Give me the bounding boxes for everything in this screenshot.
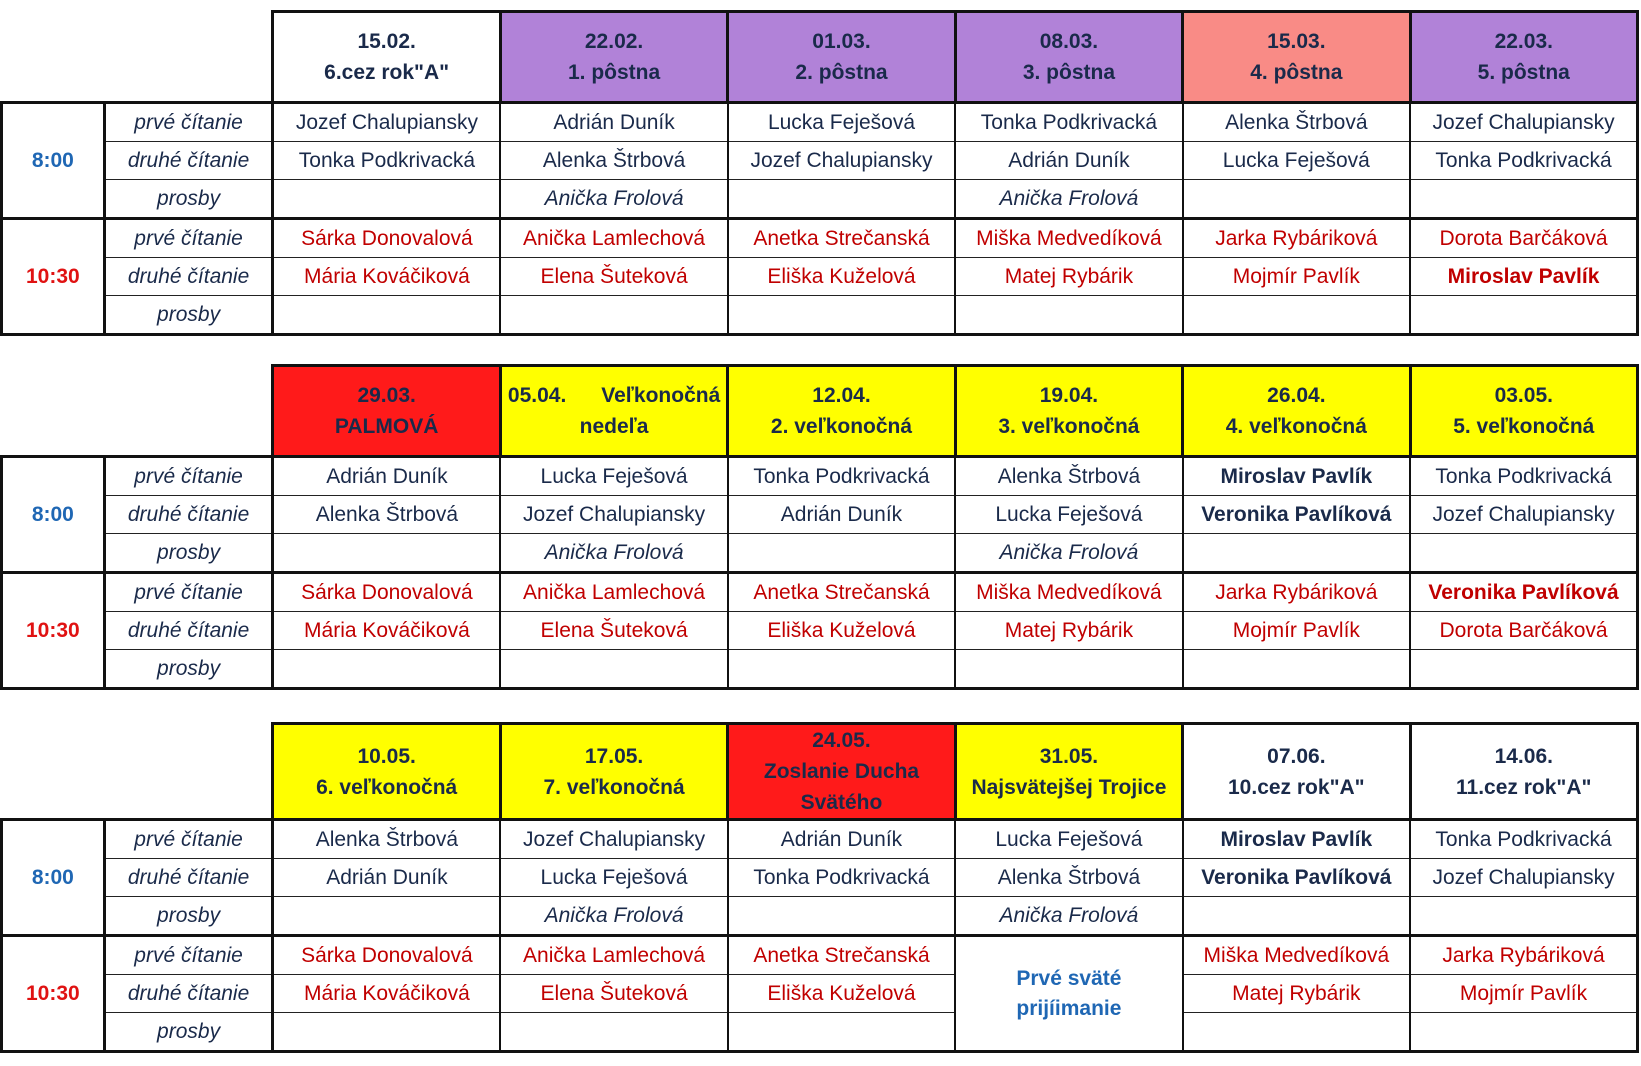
reader-cell: Alenka Štrbová: [273, 496, 500, 534]
reader-cell: Alenka Štrbová: [273, 820, 500, 859]
date-header: [728, 12, 955, 103]
row-label: prosby: [104, 650, 273, 689]
reader-cell: [500, 1013, 727, 1052]
reader-cell: [1183, 534, 1410, 573]
table-row: [2, 859, 1638, 897]
header-date: 29.03.: [357, 384, 416, 407]
header-date: 14.06.: [1494, 744, 1553, 768]
row-label: prosby: [104, 180, 273, 219]
schedule-table: [0, 364, 1639, 690]
reader-cell: Adrián Duník: [500, 103, 727, 142]
reader-cell: Elena Šuteková: [500, 975, 727, 1013]
table-row: [2, 457, 1638, 496]
date-header: [500, 366, 727, 457]
reader-cell: Alenka Štrbová: [1183, 103, 1410, 142]
header-feast: 4. pôstna: [1250, 61, 1343, 84]
header-date: 19.04.: [1039, 384, 1099, 407]
table-row: [2, 897, 1638, 936]
reader-cell: [1183, 897, 1410, 936]
row-label: prvé čítanie: [104, 936, 273, 975]
reader-cell: [1183, 296, 1410, 335]
header-feast: 7. veľkonočná: [543, 775, 685, 799]
header-feast: 4. veľkonočná: [1225, 415, 1367, 438]
note-line-1: Prvé sväté: [1016, 966, 1122, 990]
reader-cell: Miška Medvedíková: [955, 573, 1182, 612]
reader-cell: [273, 1013, 500, 1052]
header-feast: 6. veľkonočná: [316, 775, 458, 799]
row-label: prvé čítanie: [104, 573, 273, 612]
reader-cell: Adrián Duník: [728, 496, 955, 534]
reader-cell: Alenka Štrbová: [955, 859, 1182, 897]
table-row: [2, 496, 1638, 534]
reader-cell: Eliška Kuželová: [728, 612, 955, 650]
header-date: 24.05.: [812, 729, 871, 752]
reader-cell: Mária Kováčiková: [273, 612, 500, 650]
header-date: 22.02.: [584, 30, 644, 53]
header-date: 15.03.: [1267, 30, 1326, 53]
header-row: [2, 366, 1638, 457]
date-header: [728, 724, 955, 820]
reader-cell: Eliška Kuželová: [728, 258, 955, 296]
header-feast: nedeľa: [579, 415, 649, 438]
reader-cell: Lucka Feješová: [1183, 142, 1410, 180]
header-feast: 11.cez rok"A": [1456, 775, 1592, 799]
reader-cell: Anička Lamlechová: [500, 936, 727, 975]
reader-cell: Adrián Duník: [955, 142, 1182, 180]
time-slot-morning: 8:00: [2, 457, 105, 573]
blank-corner: [2, 724, 273, 820]
header-feast: 5. pôstna: [1477, 61, 1570, 84]
reader-cell: Miroslav Pavlík: [1410, 258, 1637, 296]
date-header: [1183, 724, 1410, 820]
table-row: [2, 936, 1638, 975]
reader-cell: Matej Rybárik: [955, 612, 1182, 650]
header-date: 17.05.: [584, 744, 644, 768]
reader-cell: Anička Lamlechová: [500, 573, 727, 612]
reader-cell: Anetka Strečanská: [728, 936, 955, 975]
reader-cell: Miška Medvedíková: [1183, 936, 1410, 975]
reader-cell: [1183, 1013, 1410, 1052]
date-header: [1183, 12, 1410, 103]
header-feast: Zoslanie Ducha: [763, 760, 920, 783]
reader-cell: Jarka Rybáriková: [1183, 219, 1410, 258]
reader-cell: Miroslav Pavlík: [1183, 820, 1410, 859]
header-date: 08.03.: [1039, 30, 1099, 53]
row-label: druhé čítanie: [104, 258, 273, 296]
header-row: [2, 12, 1638, 103]
row-label: prvé čítanie: [104, 103, 273, 142]
table-row: [2, 219, 1638, 258]
header-feast: PALMOVÁ: [334, 415, 439, 438]
row-label: prvé čítanie: [104, 219, 273, 258]
reader-cell: Dorota Barčáková: [1410, 612, 1637, 650]
schedule-block-3: [0, 722, 1641, 1053]
reader-cell: Matej Rybárik: [1183, 975, 1410, 1013]
header-feast: 5. veľkonočná: [1453, 415, 1595, 438]
schedule-block-1: [0, 10, 1641, 336]
header-date: 03.05.: [1494, 384, 1553, 407]
header-feast-cont: Svätého: [800, 791, 883, 814]
reader-cell: Miška Medvedíková: [955, 219, 1182, 258]
row-label: prosby: [104, 897, 273, 936]
row-label: druhé čítanie: [104, 859, 273, 897]
table-row: [2, 650, 1638, 689]
table-row: [2, 180, 1638, 219]
reader-cell: Tonka Podkrivacká: [1410, 142, 1637, 180]
reader-cell: Mojmír Pavlík: [1183, 612, 1410, 650]
reader-cell: Matej Rybárik: [955, 258, 1182, 296]
date-header: [1410, 366, 1637, 457]
row-label: prvé čítanie: [104, 820, 273, 859]
reader-cell: Mojmír Pavlík: [1183, 258, 1410, 296]
time-slot-morning: 8:00: [2, 103, 105, 219]
reader-cell: Jozef Chalupiansky: [1410, 103, 1637, 142]
time-slot-midmorning: 10:30: [2, 573, 105, 689]
table-row: [2, 296, 1638, 335]
reader-cell: Eliška Kuželová: [728, 975, 955, 1013]
reader-cell: Tonka Podkrivacká: [728, 457, 955, 496]
schedule-table: [0, 722, 1639, 1053]
table-row: [2, 103, 1638, 142]
table-row: [2, 258, 1638, 296]
header-feast: 1. pôstna: [567, 61, 661, 84]
row-label: druhé čítanie: [104, 612, 273, 650]
header-row: [2, 724, 1638, 820]
reader-cell: [1410, 534, 1637, 573]
header-date: 05.04. Veľkonočná: [507, 384, 721, 407]
reader-cell: [1183, 180, 1410, 219]
reader-cell: Anička Frolová: [500, 534, 727, 573]
time-slot-midmorning: 10:30: [2, 219, 105, 335]
header-feast: 3. pôstna: [1022, 61, 1115, 84]
reader-cell: Elena Šuteková: [500, 612, 727, 650]
reader-cell: Lucka Feješová: [728, 103, 955, 142]
header-date: 10.05.: [357, 744, 416, 768]
reader-cell: Jarka Rybáriková: [1410, 936, 1637, 975]
reader-cell: Anička Frolová: [955, 897, 1182, 936]
header-feast: 2. pôstna: [795, 61, 888, 84]
reader-cell: [273, 534, 500, 573]
reader-cell: Sárka Donovalová: [273, 936, 500, 975]
first-communion-note: [955, 936, 1182, 1052]
reader-cell: Anička Frolová: [955, 180, 1182, 219]
reader-cell: Anetka Strečanská: [728, 573, 955, 612]
reader-cell: Veronika Pavlíková: [1183, 496, 1410, 534]
reader-cell: Lucka Feješová: [500, 457, 727, 496]
row-label: druhé čítanie: [104, 142, 273, 180]
reader-cell: [1183, 650, 1410, 689]
date-header: [955, 366, 1182, 457]
reader-cell: Jozef Chalupiansky: [500, 496, 727, 534]
reader-cell: Miroslav Pavlík: [1183, 457, 1410, 496]
reader-cell: [728, 296, 955, 335]
schedule-block-2: [0, 364, 1641, 690]
reader-cell: Jozef Chalupiansky: [1410, 859, 1637, 897]
date-header: [500, 724, 727, 820]
row-label: prosby: [104, 534, 273, 573]
reader-cell: Lucka Feješová: [955, 820, 1182, 859]
header-date: 15.02.: [357, 30, 416, 53]
header-date: 01.03.: [812, 30, 871, 53]
reader-cell: [955, 650, 1182, 689]
reader-cell: Tonka Podkrivacká: [1410, 820, 1637, 859]
reader-cell: Anička Frolová: [500, 180, 727, 219]
date-header: [273, 12, 500, 103]
reader-cell: [273, 897, 500, 936]
reader-cell: [728, 1013, 955, 1052]
reader-cell: Jozef Chalupiansky: [728, 142, 955, 180]
reader-cell: Tonka Podkrivacká: [728, 859, 955, 897]
date-header: [728, 366, 955, 457]
date-header: [1183, 366, 1410, 457]
table-row: [2, 612, 1638, 650]
reader-cell: Alenka Štrbová: [500, 142, 727, 180]
reader-cell: Mária Kováčiková: [273, 975, 500, 1013]
reader-cell: Dorota Barčáková: [1410, 219, 1637, 258]
table-row: [2, 1013, 1638, 1052]
table-row: [2, 142, 1638, 180]
reader-cell: Tonka Podkrivacká: [1410, 457, 1637, 496]
time-slot-midmorning: 10:30: [2, 936, 105, 1052]
date-header: [1410, 724, 1637, 820]
reader-cell: [728, 650, 955, 689]
reader-cell: Elena Šuteková: [500, 258, 727, 296]
header-feast: 10.cez rok"A": [1228, 775, 1365, 799]
header-date: 07.06.: [1267, 744, 1326, 768]
reader-cell: Alenka Štrbová: [955, 457, 1182, 496]
reader-cell: [728, 180, 955, 219]
reader-cell: Veronika Pavlíková: [1410, 573, 1637, 612]
reader-cell: Lucka Feješová: [500, 859, 727, 897]
date-header: [1410, 12, 1637, 103]
reader-cell: [728, 897, 955, 936]
reader-cell: Mária Kováčiková: [273, 258, 500, 296]
table-row: [2, 573, 1638, 612]
row-label: druhé čítanie: [104, 496, 273, 534]
reader-cell: [955, 296, 1182, 335]
header-feast: 3. veľkonočná: [998, 415, 1140, 438]
header-date: 22.03.: [1494, 30, 1553, 53]
blank-corner: [2, 12, 273, 103]
reader-cell: Tonka Podkrivacká: [955, 103, 1182, 142]
header-date: 31.05.: [1039, 744, 1099, 768]
date-header: [273, 724, 500, 820]
reader-cell: [1410, 296, 1637, 335]
header-feast: 6.cez rok"A": [324, 61, 450, 84]
reader-cell: [728, 534, 955, 573]
row-label: prosby: [104, 1013, 273, 1052]
date-header: [955, 724, 1182, 820]
reader-cell: Sárka Donovalová: [273, 219, 500, 258]
reader-cell: Jozef Chalupiansky: [273, 103, 500, 142]
row-label: prvé čítanie: [104, 457, 273, 496]
header-date: 26.04.: [1267, 384, 1326, 407]
reader-cell: Sárka Donovalová: [273, 573, 500, 612]
reader-cell: [1410, 897, 1637, 936]
table-row: [2, 534, 1638, 573]
reader-cell: Jarka Rybáriková: [1183, 573, 1410, 612]
reader-cell: Adrián Duník: [728, 820, 955, 859]
reader-cell: [500, 650, 727, 689]
reader-cell: Mojmír Pavlík: [1410, 975, 1637, 1013]
date-header: [955, 12, 1182, 103]
reader-cell: [1410, 650, 1637, 689]
schedule-table: [0, 10, 1639, 336]
reader-cell: Anička Frolová: [500, 897, 727, 936]
reader-cell: [273, 296, 500, 335]
date-header: [500, 12, 727, 103]
reader-cell: [1410, 1013, 1637, 1052]
row-label: druhé čítanie: [104, 975, 273, 1013]
reader-cell: [273, 180, 500, 219]
reader-cell: Tonka Podkrivacká: [273, 142, 500, 180]
reader-cell: Jozef Chalupiansky: [1410, 496, 1637, 534]
header-date: 12.04.: [812, 384, 871, 407]
row-label: prosby: [104, 296, 273, 335]
reader-cell: Anička Lamlechová: [500, 219, 727, 258]
reader-cell: Anička Frolová: [955, 534, 1182, 573]
blank-corner: [2, 366, 273, 457]
time-slot-morning: 8:00: [2, 820, 105, 936]
reader-cell: Veronika Pavlíková: [1183, 859, 1410, 897]
reader-cell: [273, 650, 500, 689]
date-header: [273, 366, 500, 457]
reader-cell: Adrián Duník: [273, 457, 500, 496]
reader-cell: [500, 296, 727, 335]
reader-cell: Lucka Feješová: [955, 496, 1182, 534]
reader-cell: Adrián Duník: [273, 859, 500, 897]
table-row: [2, 975, 1638, 1013]
reader-cell: Jozef Chalupiansky: [500, 820, 727, 859]
reader-cell: Anetka Strečanská: [728, 219, 955, 258]
header-feast: 2. veľkonočná: [770, 415, 913, 438]
header-feast: Najsvätejšej Trojice: [971, 775, 1167, 799]
table-row: [2, 820, 1638, 859]
note-line-2: prijíimanie: [1016, 996, 1122, 1020]
reader-cell: [1410, 180, 1637, 219]
